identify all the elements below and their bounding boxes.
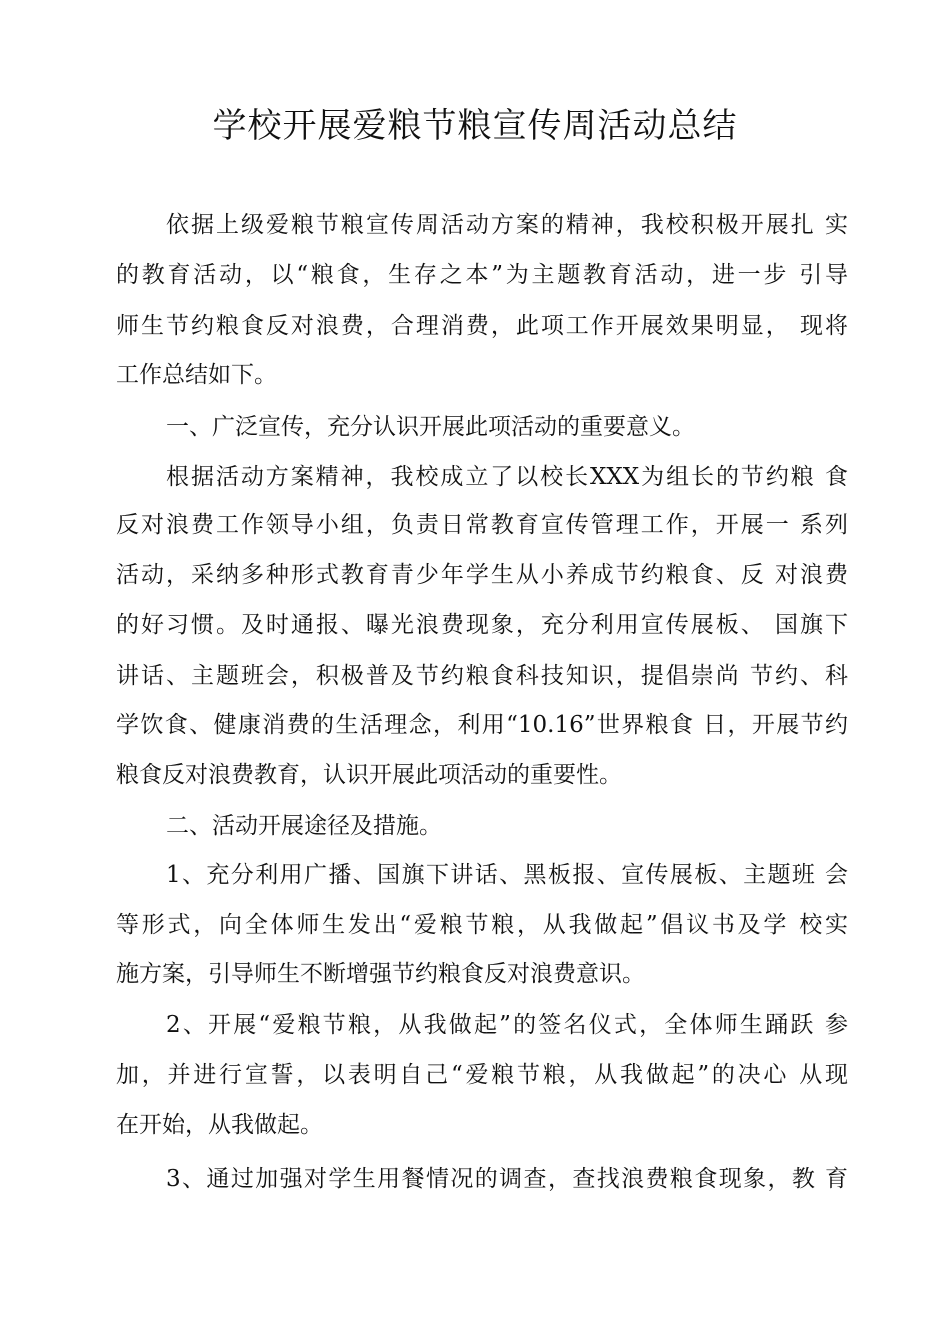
text-line: 依据上级爱粮节粮宣传周活动方案的精神，我校积极开展扎 实 — [166, 212, 848, 238]
text-line: 的教育活动，以“粮食，生存之本”为主题教育活动，进一步 引导 — [116, 262, 848, 288]
text-line: 施方案，引导师生不断增强节约粮食反对浪费意识。 — [116, 961, 645, 987]
text-line: 2、开展“爱粮节粮，从我做起”的签名仪式，全体师生踊跃 参 — [166, 1012, 848, 1038]
section-heading: 二、活动开展途径及措施。 — [166, 813, 442, 839]
text-line: 师生节约粮食反对浪费，合理消费，此项工作开展效果明显， 现将 — [116, 313, 848, 339]
text-line: 加，并进行宣誓，以表明自己“爱粮节粮，从我做起”的决心 从现 — [116, 1062, 848, 1088]
text-line: 根据活动方案精神，我校成立了以校长XXX为组长的节约粮 食 — [166, 464, 848, 490]
text-line: 工作总结如下。 — [116, 362, 277, 388]
text-line: 的好习惯。及时通报、曝光浪费现象，充分利用宣传展板、 国旗下 — [116, 612, 848, 638]
text-line: 粮食反对浪费教育，认识开展此项活动的重要性。 — [116, 762, 622, 788]
text-line: 在开始，从我做起。 — [116, 1112, 323, 1138]
text-line: 活动，采纳多种形式教育青少年学生从小养成节约粮食、反 对浪费 — [116, 562, 848, 588]
text-line: 等形式，向全体师生发出“爱粮节粮，从我做起”倡议书及学 校实 — [116, 912, 848, 938]
section-heading: 一、广泛宣传，充分认识开展此项活动的重要意义。 — [166, 414, 695, 440]
text-line: 学饮食、健康消费的生活理念，利用“10.16”世界粮食 日，开展节约 — [116, 712, 848, 738]
text-line: 1、充分利用广播、国旗下讲话、黑板报、宣传展板、主题班 会 — [166, 862, 848, 888]
document-title: 学校开展爱粮节粮宣传周活动总结 — [212, 106, 738, 146]
text-line: 讲话、主题班会，积极普及节约粮食科技知识，提倡崇尚 节约、科 — [116, 663, 848, 689]
text-line: 3、通过加强对学生用餐情况的调查，查找浪费粮食现象，教 育 — [166, 1166, 848, 1192]
text-line: 反对浪费工作领导小组，负责日常教育宣传管理工作，开展一 系列 — [116, 512, 848, 538]
